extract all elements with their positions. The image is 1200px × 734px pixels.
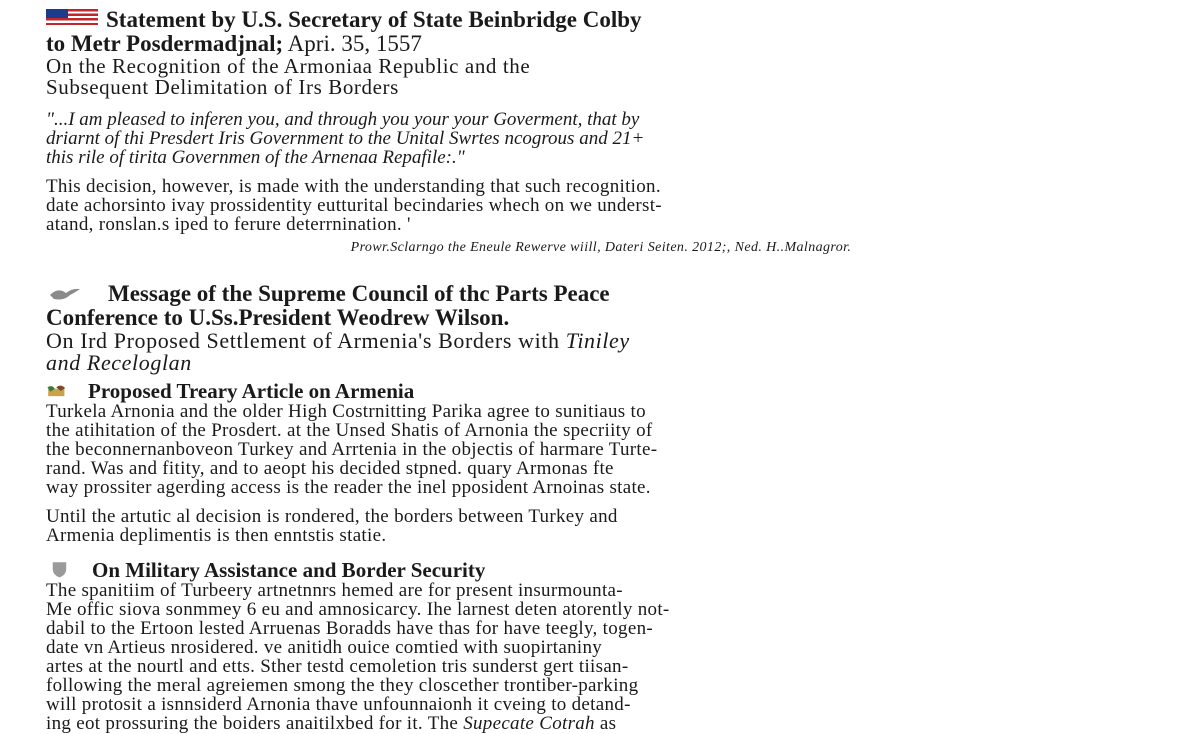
treaty-paragraph-2: Until the artutic al decision is rondered, the borders between Turkey and Armenia deplimentis is then enntstis statie. (46, 506, 618, 546)
council-title: Message of the Supreme Council of thc Parts Peace Conference to U.Ss.President Weodrew Wilson. (46, 281, 610, 330)
section-treaty-article (46, 380, 1156, 545)
dove-icon (46, 285, 84, 303)
statement-quote: "...I am pleased to inferen you, and through you your your Goverment, that by driarnt of thi Presdert Iris Government to the Unital Swrtes ncogrous and 21+ this rile of tirita Governmen of the Arnenaa Repafile:." (46, 109, 645, 168)
section-council-message (46, 282, 1156, 374)
document-page (46, 8, 1156, 733)
military-paragraph: The spanitiim of Turbeery artnetnnrs hemed are for present insurmounta- Me offic siova sonmmey 6 eu and amnosicarcy. Ihe larnest deten atorently not- dabil to the Ertoon lested Arruenas Boradds have thas for have teegly, togen- date vn Artieus nrosidered. ve anitidh ouice comtied with suopirtaniny artes at the nourtl and etts. Sther testd cemoletion tris sunderst gert tiisan- following the meral agreiemen smong the they closcether trontiber-parking will protosit a isnnsiderd Arnonia thave unfounnaionh it cveing to detand- ing eot prossuring the boiders anaitilxbed for it. The Supecate Cotrah as (46, 580, 670, 734)
council-subtitle: On Ird Proposed Settlement of Armenia's Borders with Tiniley and Receloglan (46, 328, 630, 375)
treaty-title: Proposed Treary Article on Armenia (46, 380, 1156, 402)
us-flag-icon (46, 9, 98, 25)
section-military-assistance (46, 559, 1156, 733)
statement-subtitle: On the Recognition of the Armoniaa Republic and the Subsequent Delimitation of Irs Borders (46, 54, 531, 99)
section-statement (46, 8, 1156, 256)
scroll-icon (46, 382, 74, 400)
treaty-paragraph: Turkela Arnonia and the older High Costrnitting Parika agree to sunitiaus to the atihitation of the Prosdert. at the Unsed Shatis of Arnonia the specriity of the beconnernanboveon Turkey and Arrtenia in the objectis of harmare Turte- rand. Was and fitity, and to aeopt his decided stpned. quary Armonas fte way prossiter agerding access is the reader the inel pposident Arnoinas state. (46, 401, 658, 498)
military-title: On Military Assistance and Border Security (46, 559, 1156, 581)
statement-paragraph: This decision, however, is made with the understanding that such recognition. date achorsinto ivay prossidentity eutturital becindaries whech on we underst- atand, ronslan.s iped to ferure deterrnination. ' (46, 176, 662, 235)
shield-icon (46, 559, 78, 579)
statement-source: Prowr.Sclarngo the Eneule Rewerve wiill, Dateri Seiten. 2012;, Ned. H..Malnagror. (350, 240, 852, 255)
statement-title: Statement by U.S. Secretary of State Beinbridge Colby to Metr Posdermadjnal; Apri. 35, 1557 (46, 7, 642, 56)
